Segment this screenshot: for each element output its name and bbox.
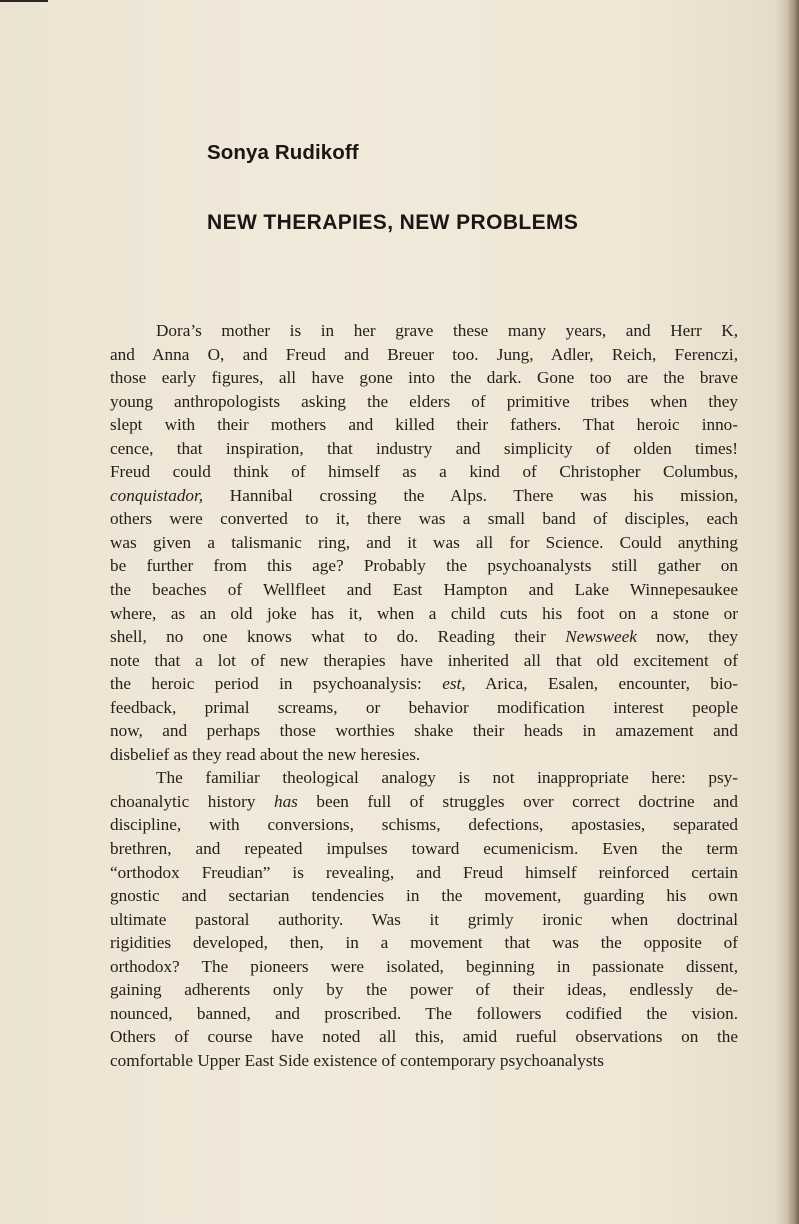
text-line xyxy=(110,696,738,720)
italic-text: Newsweek xyxy=(565,627,637,647)
text-span: shell, no one knows what to do. Reading their xyxy=(110,627,566,647)
text-span: the beaches of Wellfleet and East Hampton and Lake Winnepesaukee xyxy=(110,580,738,600)
text-line xyxy=(110,484,738,508)
text-line xyxy=(110,625,738,649)
text-line xyxy=(110,719,738,743)
page-edge-shadow xyxy=(787,0,799,1224)
text-span: nounced, banned, and proscribed. The followers codified the vision. xyxy=(110,1003,738,1023)
text-line xyxy=(110,578,738,602)
text-line xyxy=(110,649,738,673)
text-line xyxy=(110,1002,738,1026)
text-line xyxy=(110,766,738,790)
text-line xyxy=(110,531,738,555)
text-span: gaining adherents only by the power of their ideas, endlessly de- xyxy=(110,980,738,1000)
text-span: feedback, primal screams, or behavior modification interest people xyxy=(110,697,738,717)
text-span: The familiar theological analogy is not inappropriate here: psy- xyxy=(156,768,738,788)
text-span: now, and perhaps those worthies shake their heads in amazement and xyxy=(110,721,738,741)
text-span: young anthropologists asking the elders of primitive tribes when they xyxy=(110,391,738,411)
text-span: Hannibal crossing the Alps. There was his mission, xyxy=(203,485,738,505)
text-span: Freud could think of himself as a kind of Christopher Columbus, xyxy=(110,462,738,482)
text-line xyxy=(110,861,738,885)
top-rule xyxy=(0,0,48,2)
text-span: where, as an old joke has it, when a child cuts his foot on a stone or xyxy=(110,603,738,623)
text-line xyxy=(110,1025,738,1049)
text-span: gnostic and sectarian tendencies in the movement, guarding his own xyxy=(110,886,738,906)
text-line xyxy=(110,743,738,767)
essay-title: NEW THERAPIES, NEW PROBLEMS xyxy=(207,211,579,234)
text-line xyxy=(110,437,738,461)
author-name: Sonya Rudikoff xyxy=(207,141,359,164)
text-span: discipline, with conversions, schisms, defections, apostasies, separated xyxy=(110,815,738,835)
body-text xyxy=(110,319,738,1073)
text-span: ultimate pastoral authority. Was it grimly ironic when doctrinal xyxy=(110,909,738,929)
text-line xyxy=(110,884,738,908)
text-span: note that a lot of new therapies have inherited all that old excitement of xyxy=(110,650,738,670)
text-line xyxy=(110,507,738,531)
text-span: “orthodox Freudian” is revealing, and Freud himself reinforced certain xyxy=(110,862,738,882)
text-line xyxy=(110,813,738,837)
text-line xyxy=(110,931,738,955)
text-span: Dora’s mother is in her grave these many years, and Herr K, xyxy=(156,321,738,340)
italic-text: conquistador, xyxy=(110,485,204,505)
paragraph xyxy=(110,319,738,766)
italic-text: has xyxy=(273,791,298,811)
text-line xyxy=(110,554,738,578)
text-span: those early figures, all have gone into the dark. Gone too are the brave xyxy=(110,368,738,388)
text-line xyxy=(110,837,738,861)
text-span: brethren, and repeated impulses toward ecumenicism. Even the term xyxy=(110,839,738,859)
text-span: comfortable Upper East Side existence of contemporary psychoanalysts xyxy=(110,1050,604,1070)
text-line xyxy=(110,908,738,932)
text-line xyxy=(110,978,738,1002)
text-span: Others of course have noted all this, amid rueful observations on the xyxy=(110,1027,738,1047)
text-span: Arica, Esalen, encounter, bio- xyxy=(465,674,738,694)
text-line xyxy=(110,1049,738,1073)
text-span: slept with their mothers and killed their fathers. That heroic inno- xyxy=(110,415,738,435)
text-span: the heroic period in psychoanalysis: xyxy=(110,674,443,694)
text-line xyxy=(110,460,738,484)
text-span: be further from this age? Probably the psychoanalysts still gather on xyxy=(110,556,738,576)
text-span: was given a talismanic ring, and it was all for Science. Could anything xyxy=(110,532,738,552)
text-line xyxy=(110,366,738,390)
text-span: disbelief as they read about the new heresies. xyxy=(110,744,421,764)
text-span: choanalytic history xyxy=(110,791,274,811)
text-line xyxy=(110,790,738,814)
text-line xyxy=(110,319,738,343)
text-line xyxy=(110,955,738,979)
text-span: now, they xyxy=(636,627,739,647)
text-span: cence, that inspiration, that industry and simplicity of olden times! xyxy=(110,438,738,458)
text-line xyxy=(110,390,738,414)
text-line xyxy=(110,672,738,696)
text-line xyxy=(110,343,738,367)
text-span: orthodox? The pioneers were isolated, beginning in passionate dissent, xyxy=(110,956,738,976)
text-span: been full of struggles over correct doctrine and xyxy=(297,791,738,811)
italic-text: est, xyxy=(442,674,466,694)
text-span: others were converted to it, there was a small band of disciples, each xyxy=(110,509,738,529)
text-line xyxy=(110,413,738,437)
text-span: rigidities developed, then, in a movement that was the opposite of xyxy=(110,933,738,953)
text-span: and Anna O, and Freud and Breuer too. Jung, Adler, Reich, Ferenczi, xyxy=(110,344,738,364)
paragraph xyxy=(110,766,738,1072)
text-line xyxy=(110,602,738,626)
